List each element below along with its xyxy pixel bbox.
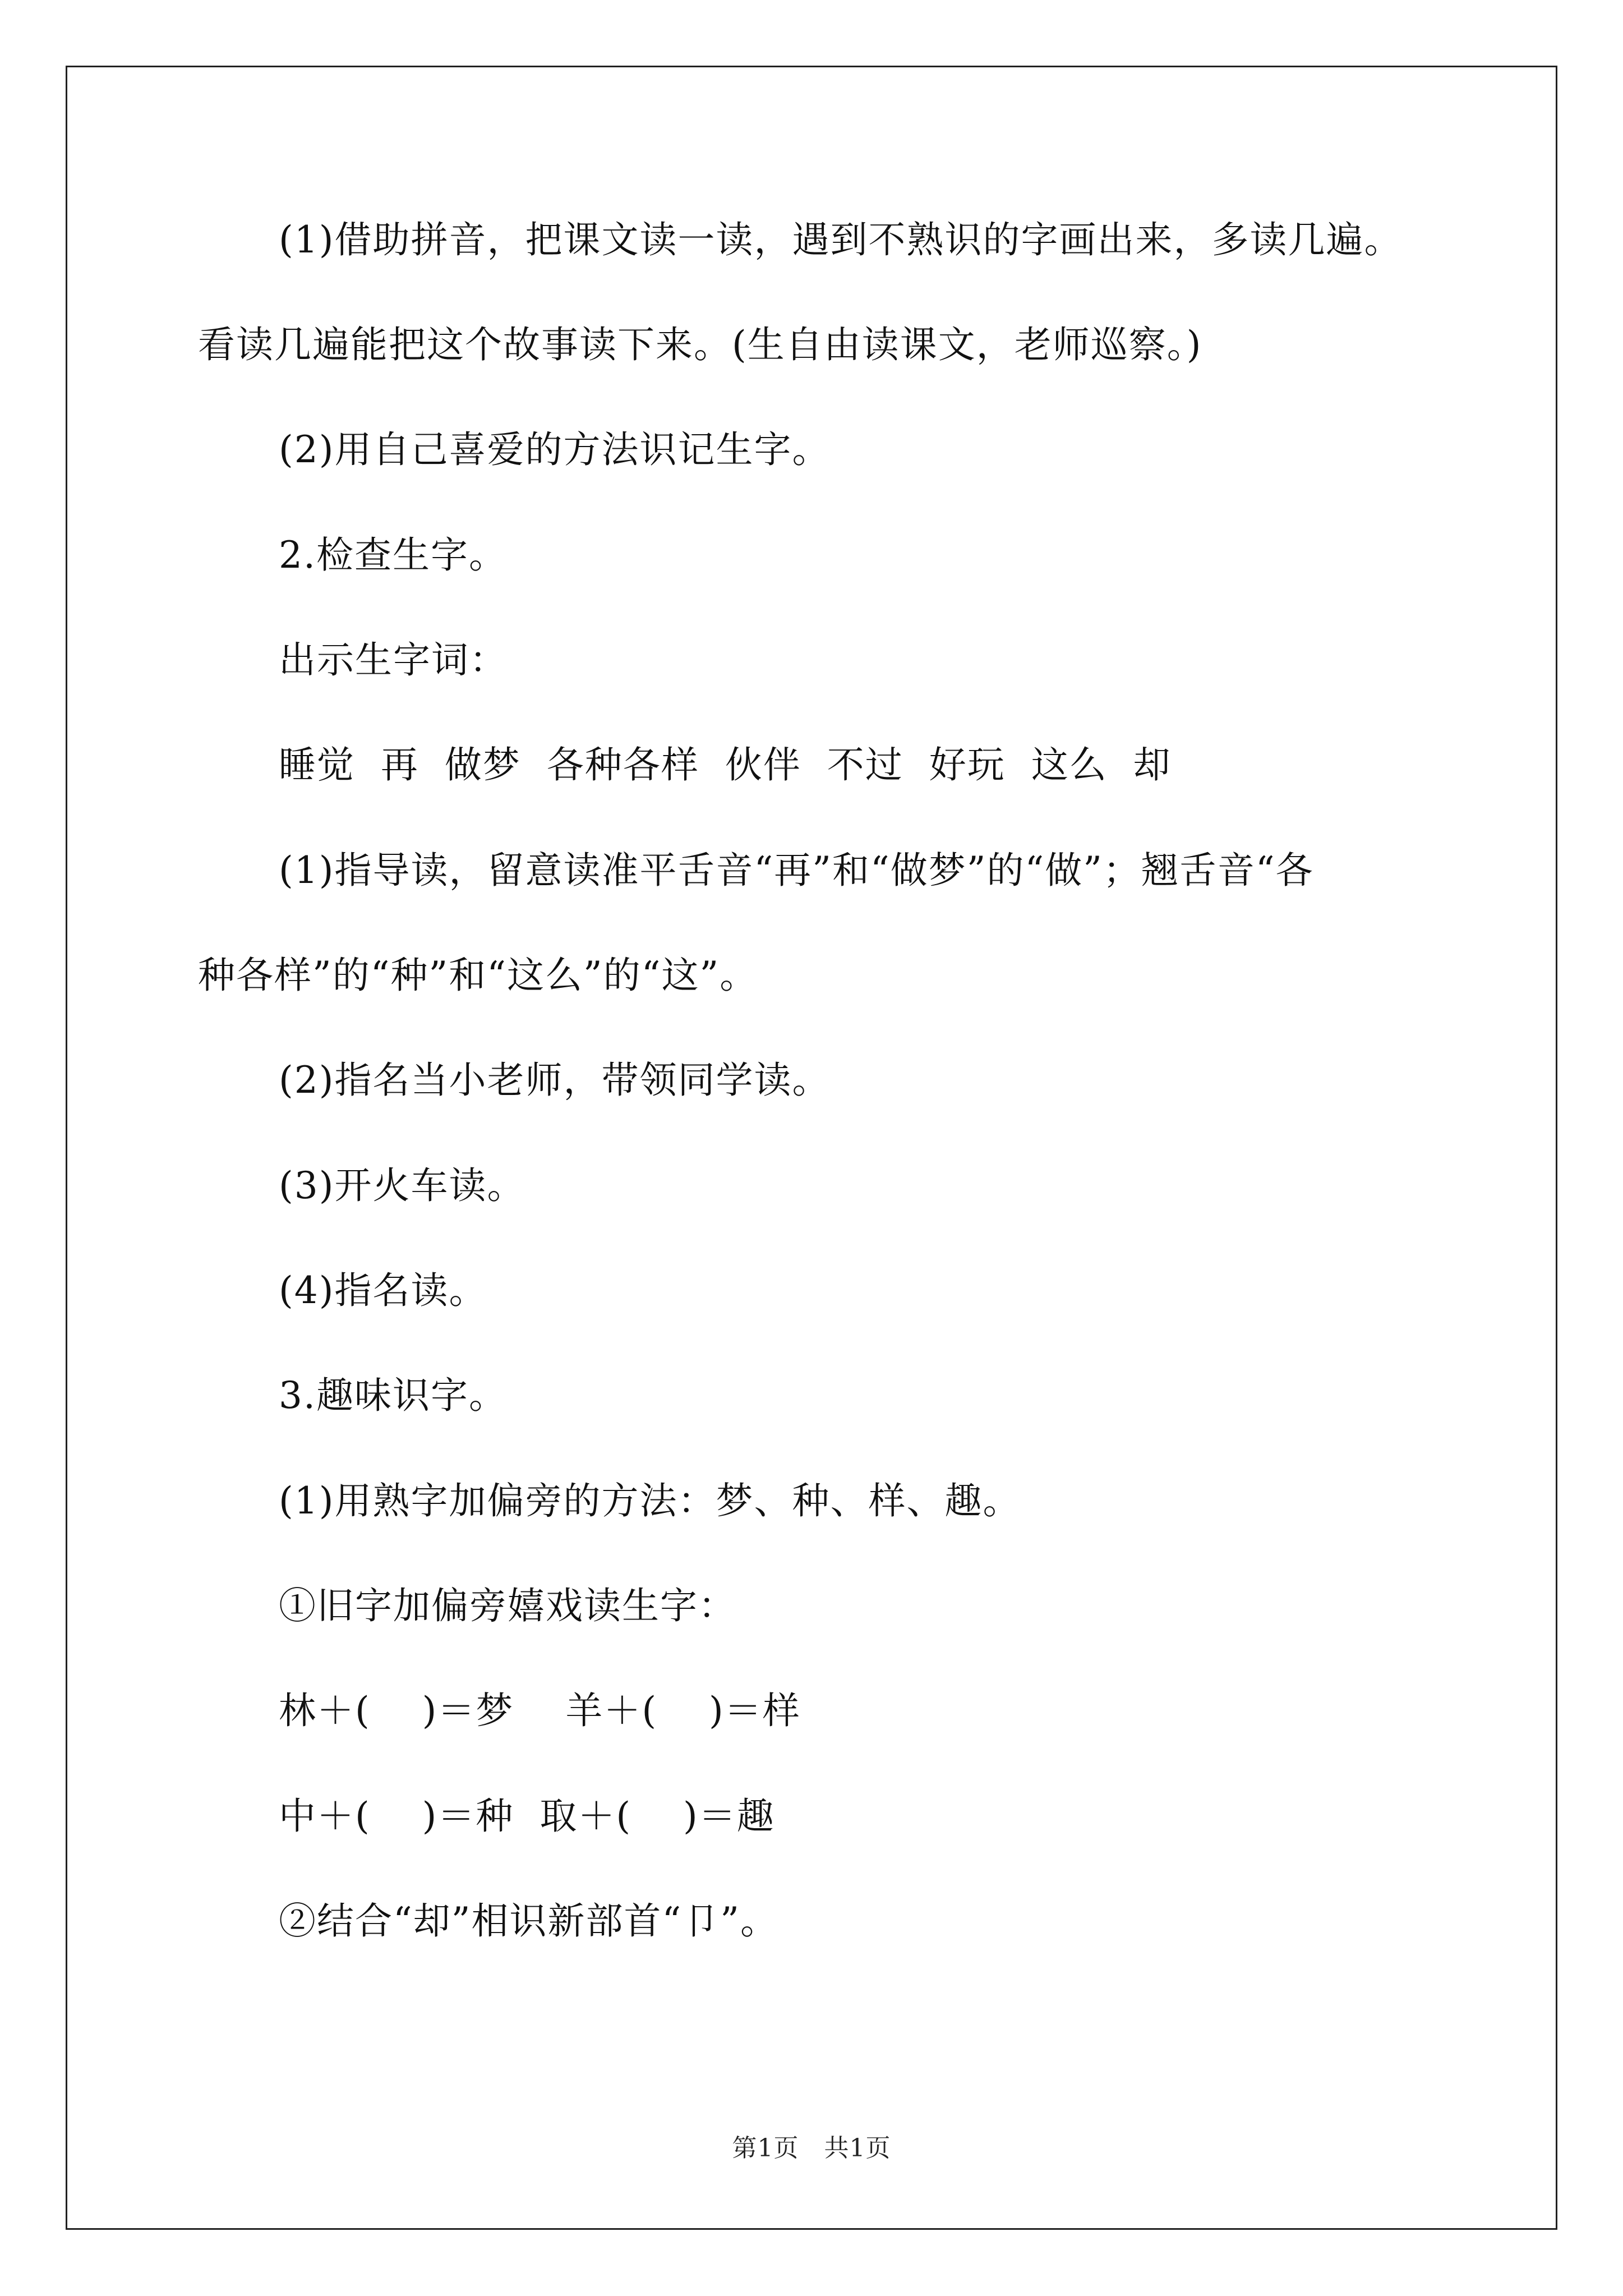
paragraph-line-1: (1)借助拼音，把课文读一读，遇到不熟识的字画出来，多读几遍。 — [279, 218, 1403, 261]
paragraph-line-5: 出示生字词： — [279, 638, 508, 682]
paragraph-line-10: (3)开火车读。 — [279, 1164, 525, 1207]
paragraph-line-15: 林＋( )＝梦 羊＋( )＝样 — [279, 1689, 801, 1732]
paragraph-line-3: (2)用自己喜爱的方法识记生字。 — [279, 428, 831, 471]
paragraph-line-2: 看读几遍能把这个故事读下来。(生自由读课文，老师巡察。) — [198, 323, 1202, 366]
paragraph-line-4: 2.检查生字。 — [279, 533, 507, 577]
paragraph-line-6: 睡觉 再 做梦 各种各样 伙伴 不过 好玩 这么 却 — [279, 743, 1172, 786]
paragraph-line-13: (1)用熟字加偏旁的方法：梦、种、样、趣。 — [279, 1479, 1021, 1522]
paragraph-line-14: ①旧字加偏旁嬉戏读生字： — [279, 1584, 736, 1627]
paragraph-line-7: (1)指导读，留意读准平舌音“再”和“做梦”的“做”；翘舌音“各 — [279, 849, 1314, 892]
paragraph-line-16: 中＋( )＝种 取＋( )＝趣 — [279, 1795, 775, 1838]
paragraph-line-17: ②结合“却”相识新部首“卩”。 — [279, 1899, 778, 1943]
paragraph-line-9: (2)指名当小老师，带领同学读。 — [279, 1059, 831, 1102]
page-footer: 第1页 共1页 — [732, 2134, 891, 2162]
paragraph-line-11: (4)指名读。 — [279, 1269, 487, 1312]
paragraph-line-12: 3.趣味识字。 — [279, 1374, 507, 1417]
paragraph-line-8: 种各样”的“种”和“这么”的“这”。 — [198, 954, 758, 997]
